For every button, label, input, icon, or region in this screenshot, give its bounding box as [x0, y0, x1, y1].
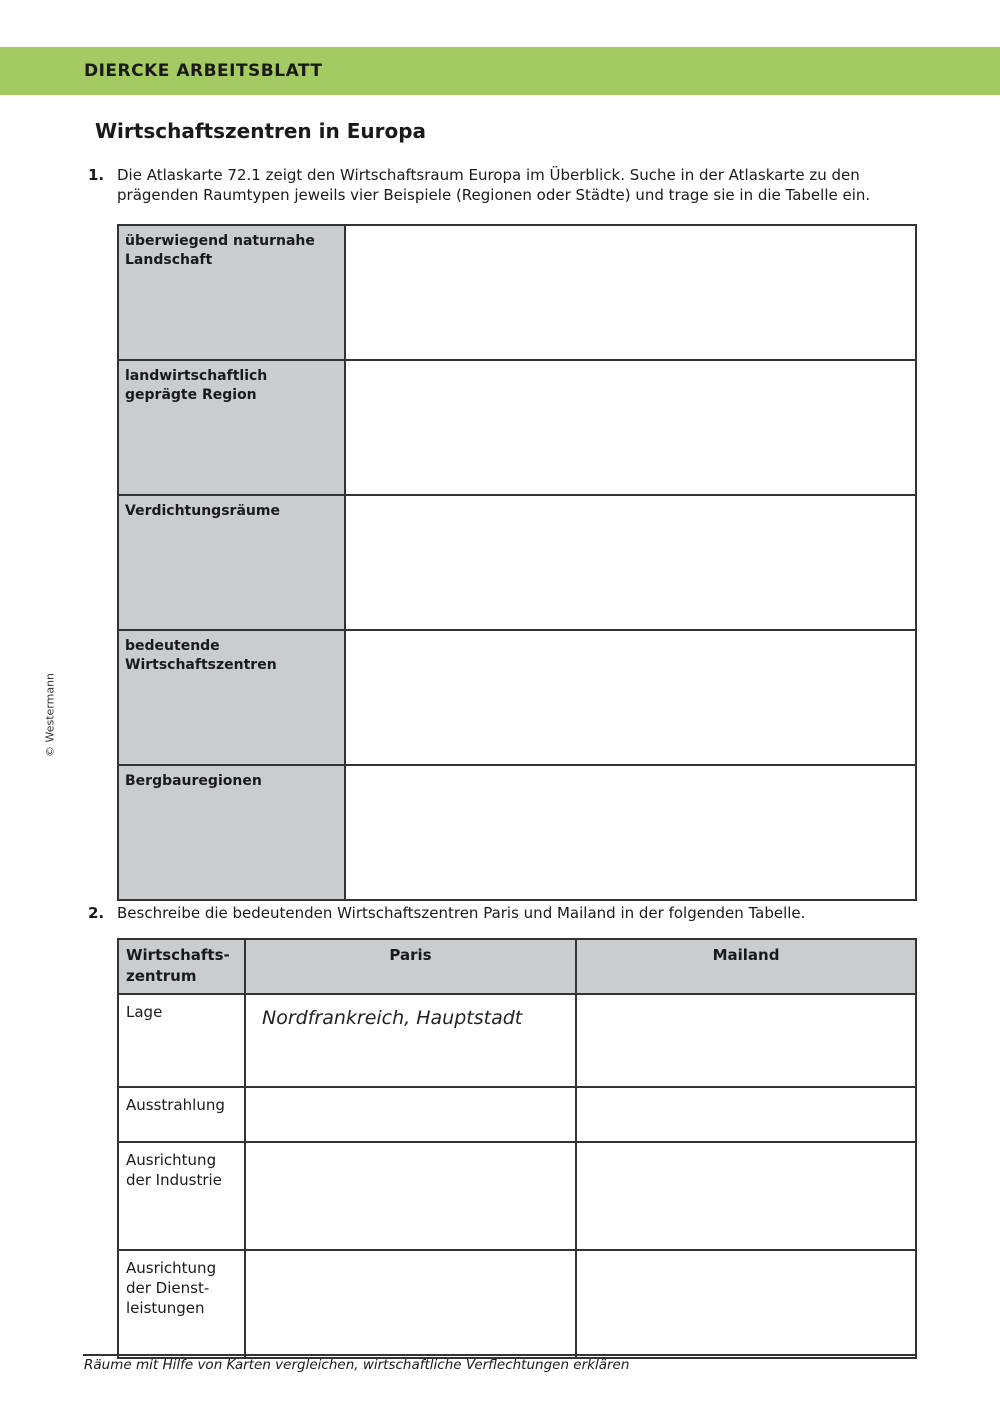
row-label: [118, 765, 345, 900]
table-row: [118, 630, 916, 765]
table-row: [118, 1087, 916, 1142]
row-label: [118, 360, 345, 495]
mailand-cell[interactable]: [576, 994, 916, 1087]
table-row: [118, 1250, 916, 1358]
table-row: [118, 994, 916, 1087]
table-row: [118, 225, 916, 360]
row-label-text: Lage: [126, 1003, 163, 1021]
copyright-notice: © Westermann: [43, 672, 57, 758]
answer-cell[interactable]: [345, 630, 916, 765]
row-label-text: bedeutende Wirtschaftszentren: [125, 638, 277, 673]
column-header-center: [118, 939, 245, 994]
task-2-text: Beschreibe die bedeutenden Wirtschaftszentren Paris und Mailand in der folgenden Tabelle.: [117, 904, 806, 922]
task-2: [88, 903, 918, 923]
row-label-text: Ausrichtung der Dienst- leistungen: [126, 1259, 217, 1317]
row-label: [118, 994, 245, 1087]
task-1: [88, 165, 918, 205]
row-label-text: Ausrichtung der Industrie: [126, 1151, 222, 1189]
table-row: [118, 495, 916, 630]
table-row: [118, 1142, 916, 1250]
column-header-mailand: Mailand: [576, 939, 916, 994]
mailand-cell[interactable]: [576, 1250, 916, 1358]
task-1-number: 1.: [88, 166, 105, 184]
table-row: [118, 360, 916, 495]
table-header-row: [118, 939, 916, 994]
mailand-cell[interactable]: [576, 1142, 916, 1250]
space-types-table: [117, 224, 917, 901]
answer-cell[interactable]: [345, 495, 916, 630]
answer-cell[interactable]: [345, 360, 916, 495]
table-row: [118, 765, 916, 900]
paris-cell[interactable]: [245, 1087, 576, 1142]
row-label: [118, 225, 345, 360]
comparison-table: [117, 938, 917, 1359]
footer-divider: [83, 1354, 917, 1356]
row-label: [118, 1087, 245, 1142]
column-header-paris: Paris: [245, 939, 576, 994]
row-label: [118, 495, 345, 630]
answer-cell[interactable]: [345, 765, 916, 900]
task-2-number: 2.: [88, 904, 105, 922]
mailand-cell[interactable]: [576, 1087, 916, 1142]
row-label-text: Ausstrahlung: [126, 1096, 225, 1114]
row-label: [118, 1250, 245, 1358]
answer-cell[interactable]: [345, 225, 916, 360]
row-label: [118, 1142, 245, 1250]
paris-cell[interactable]: Nordfrankreich, Hauptstadt: [245, 994, 576, 1087]
column-header-text: Wirtschafts- zentrum: [126, 946, 230, 985]
row-label-text: landwirtschaftlich geprägte Region: [125, 368, 268, 403]
row-label-text: Bergbauregionen: [125, 773, 262, 789]
paris-cell[interactable]: [245, 1250, 576, 1358]
header-title: DIERCKE ARBEITSBLATT: [84, 61, 323, 81]
row-label: [118, 630, 345, 765]
footer-text: Räume mit Hilfe von Karten vergleichen, wirtschaftliche Verflechtungen erklären: [84, 1357, 630, 1373]
task-1-text: Die Atlaskarte 72.1 zeigt den Wirtschaftsraum Europa im Überblick. Suche in der Atlaskarte zu den prägenden Raumtypen jeweils vier Beispiele (Regionen oder Städte) und trage sie in die Tabelle ein.: [117, 166, 871, 204]
row-label-text: überwiegend naturnahe Landschaft: [125, 233, 315, 268]
page-title: Wirtschaftszentren in Europa: [95, 119, 427, 143]
paris-cell[interactable]: [245, 1142, 576, 1250]
row-label-text: Verdichtungsräume: [125, 503, 280, 519]
